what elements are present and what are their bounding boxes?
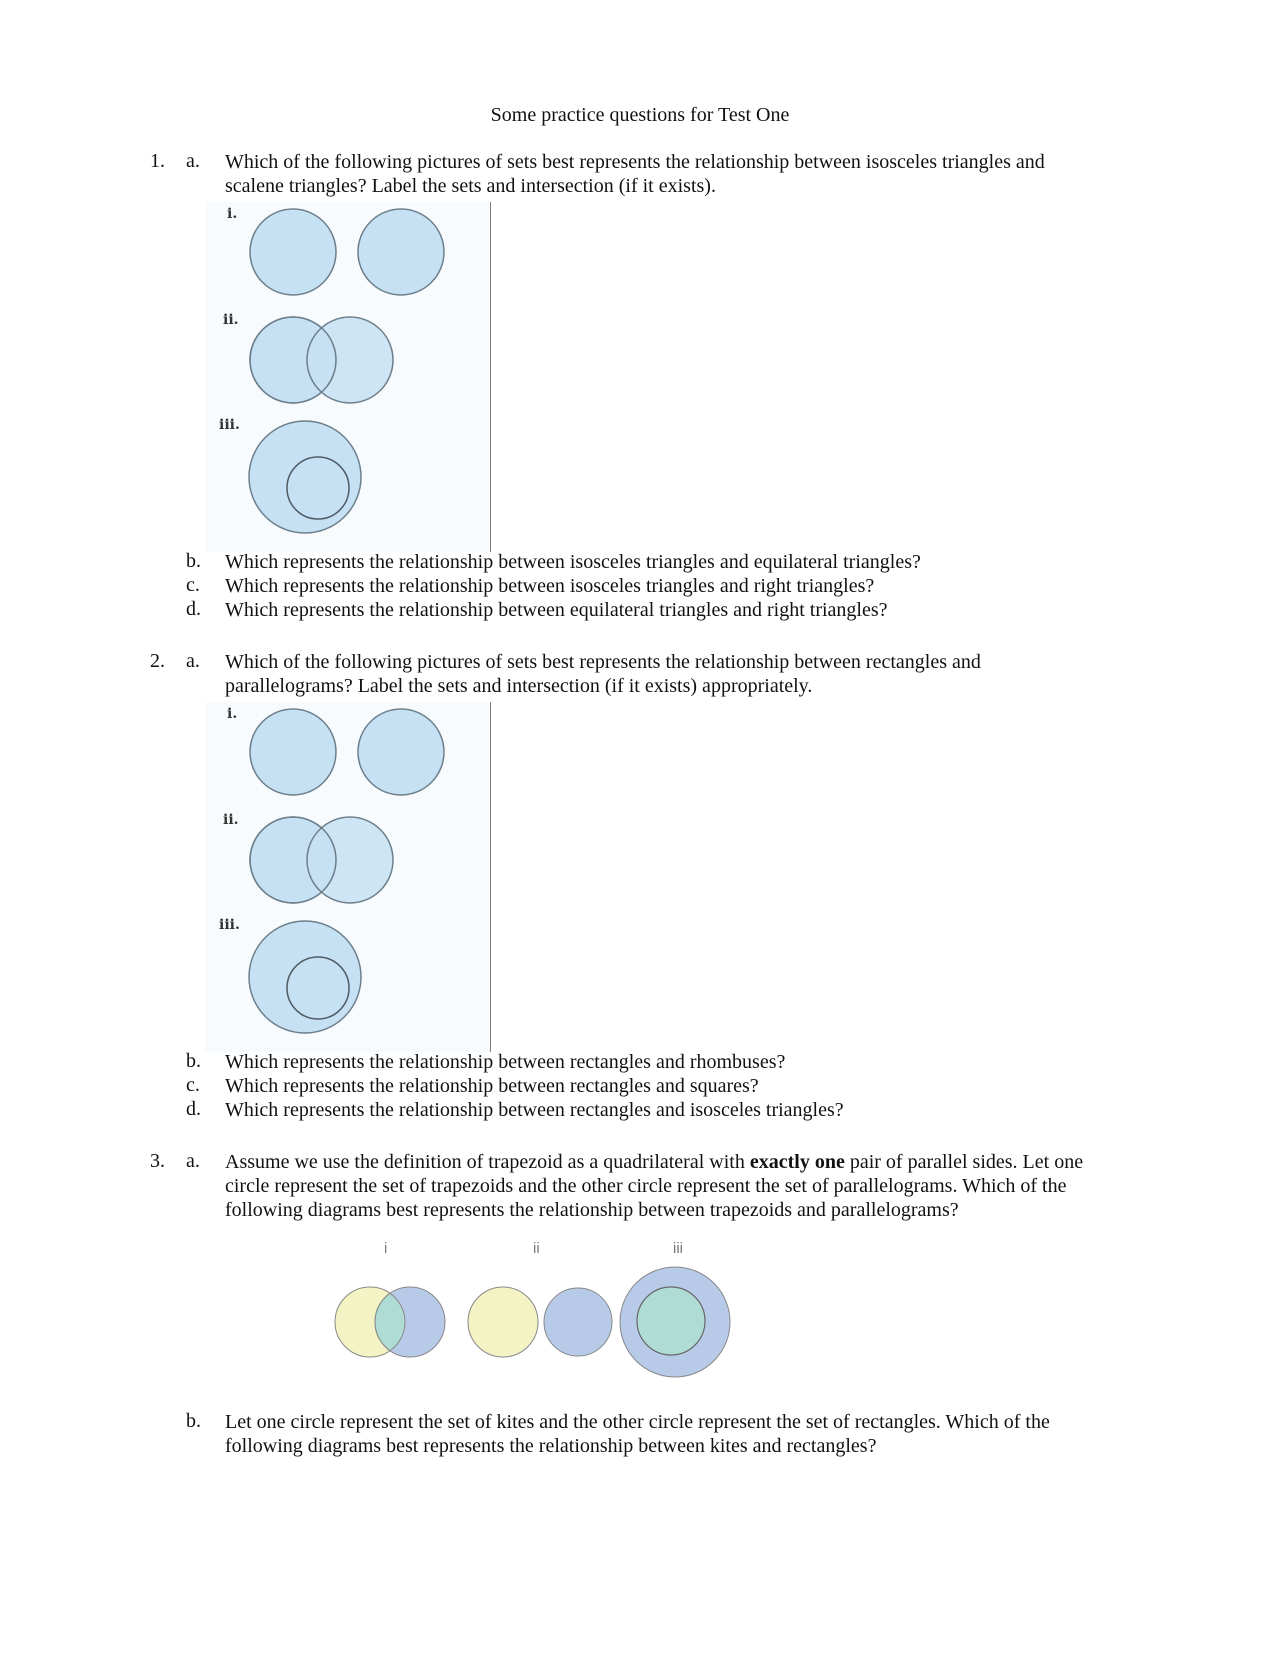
- question-3a-text: [225, 1150, 1125, 1222]
- question-3b-line1: Let one circle represent the set of kites and the other circle represent the set of rectangles. Which of the: [225, 1411, 1050, 1433]
- venn-panel-q2: [205, 702, 491, 1052]
- venn-q1-i-left-circle: [250, 209, 336, 295]
- question-3b-letter: b.: [186, 1410, 201, 1432]
- venn-q2-ii-right-circle: [307, 817, 393, 903]
- venn-figures-q1: [205, 202, 490, 552]
- figure-label-q2-iii: iii.: [219, 917, 240, 933]
- question-2-number: 2.: [150, 650, 165, 672]
- question-2d-text: Which represents the relationship between rectangles and isosceles triangles?: [225, 1099, 844, 1121]
- fig3-label-iii: iii: [673, 1240, 683, 1257]
- question-3-number: 3.: [150, 1150, 165, 1172]
- question-1d-text: Which represents the relationship between equilateral triangles and right triangles?: [225, 599, 888, 621]
- question-2a-line2: parallelograms? Label the sets and intersection (if it exists) appropriately.: [225, 675, 813, 697]
- question-1-number: 1.: [150, 150, 165, 172]
- question-1c-letter: c.: [186, 574, 200, 596]
- fig3-label-ii: ii: [533, 1240, 540, 1257]
- question-1b-letter: b.: [186, 550, 201, 572]
- question-3a-emphasis: exactly one: [749, 1151, 845, 1173]
- question-1a-line1: Which of the following pictures of sets best represents the relationship between isosceles triangles and: [225, 151, 1045, 173]
- figure-label-q2-ii: ii.: [223, 812, 239, 828]
- question-1b-text: Which represents the relationship between isosceles triangles and equilateral triangles?: [225, 551, 921, 573]
- question-2a-text: [225, 650, 1125, 698]
- venn-q2-iii-inner-circle: [287, 957, 349, 1019]
- question-1d-letter: d.: [186, 598, 201, 620]
- venn-q3-ii-blue-circle: [544, 1288, 612, 1356]
- question-1a-line2: scalene triangles? Label the sets and intersection (if it exists).: [225, 175, 716, 197]
- venn-figures-q3: [320, 1255, 740, 1385]
- venn-q3-iii-inner-circle: [637, 1287, 705, 1355]
- venn-q1-iii-inner-circle: [287, 457, 349, 519]
- question-2b-text: Which represents the relationship between rectangles and rhombuses?: [225, 1051, 786, 1073]
- question-2c-letter: c.: [186, 1074, 200, 1096]
- question-3a-letter: a.: [186, 1150, 200, 1172]
- question-2d-letter: d.: [186, 1098, 201, 1120]
- question-3a-line1: [225, 1150, 1125, 1174]
- question-1a-text: [225, 150, 1125, 198]
- question-3a-line2: circle represent the set of trapezoids and the other circle represent the set of parallelograms. Which of the: [225, 1175, 1067, 1197]
- question-2a-letter: a.: [186, 650, 200, 672]
- venn-q2-i-left-circle: [250, 709, 336, 795]
- question-1c-text: Which represents the relationship between isosceles triangles and right triangles?: [225, 575, 875, 597]
- figure-label-q1-i: i.: [227, 206, 238, 222]
- question-2b-letter: b.: [186, 1050, 201, 1072]
- figure-label-q1-ii: ii.: [223, 312, 239, 328]
- page-title: Some practice questions for Test One: [490, 104, 790, 126]
- figure-label-q1-iii: iii.: [219, 417, 240, 433]
- fig3-label-i: i: [384, 1240, 388, 1257]
- venn-panel-q1: [205, 202, 491, 552]
- venn-q1-i-right-circle: [358, 209, 444, 295]
- question-3a-line1-pre: Assume we use the definition of trapezoid as a quadrilateral with: [225, 1151, 750, 1173]
- figure-label-q2-i: i.: [227, 706, 238, 722]
- question-3a-line1-post: pair of parallel sides. Let one: [844, 1151, 1084, 1173]
- venn-q1-ii-right-circle: [307, 317, 393, 403]
- venn-figures-q2: [205, 702, 490, 1052]
- question-3b-text: [225, 1410, 1125, 1458]
- question-2a-line1: Which of the following pictures of sets best represents the relationship between rectangles and: [225, 651, 981, 673]
- question-1a-letter: a.: [186, 150, 200, 172]
- question-3a-line3: following diagrams best represents the relationship between trapezoids and parallelograms?: [225, 1199, 959, 1221]
- question-3b-line2: following diagrams best represents the relationship between kites and rectangles?: [225, 1435, 877, 1457]
- venn-q3-ii-yellow-circle: [468, 1287, 538, 1357]
- question-2c-text: Which represents the relationship between rectangles and squares?: [225, 1075, 759, 1097]
- venn-q2-i-right-circle: [358, 709, 444, 795]
